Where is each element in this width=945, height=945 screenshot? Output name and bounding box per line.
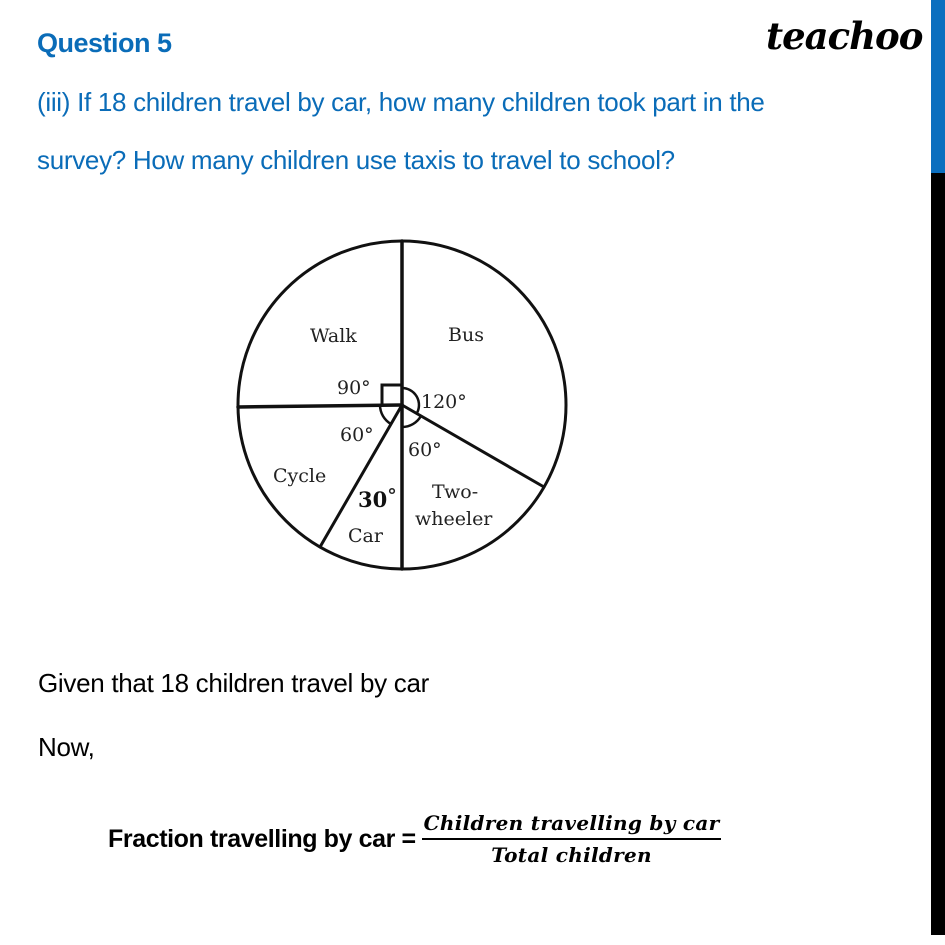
side-accent-bar-blue (931, 0, 945, 173)
question-text-line-1: (iii) If 18 children travel by car, how many children took part in the (37, 87, 765, 117)
arc-cycle (380, 405, 391, 424)
pie-chart-svg (230, 232, 575, 577)
label-walk: Walk (310, 325, 357, 347)
fraction-formula (108, 808, 721, 870)
arc-two-wheeler (402, 416, 421, 427)
label-bus: Bus (448, 324, 484, 346)
fraction-numerator: Children travelling by car (423, 811, 720, 835)
divider-walk-cycle (238, 405, 402, 407)
given-statement: Given that 18 children travel by car (38, 668, 429, 698)
teachoo-logo: teachoo (766, 14, 923, 58)
now-label: Now, (38, 732, 95, 762)
pie-chart (230, 232, 575, 577)
fraction-denominator: Total children (491, 843, 652, 867)
angle-walk: 90° (337, 377, 371, 399)
label-two-wheeler-line2: wheeler (415, 508, 493, 530)
question-title: Question 5 (37, 28, 172, 58)
fraction (422, 811, 722, 867)
angle-two-wheeler: 60° (408, 439, 442, 461)
angle-cycle: 60° (340, 424, 374, 446)
side-accent-bar-black (931, 173, 945, 935)
label-car: Car (348, 525, 383, 547)
label-two-wheeler-line1: Two- (432, 481, 479, 503)
label-cycle: Cycle (273, 465, 327, 487)
formula-label: Fraction travelling by car = (108, 824, 416, 853)
angle-car: 30° (358, 485, 397, 512)
angle-bus: 120° (421, 391, 467, 413)
right-angle-marker (382, 385, 402, 405)
question-text-line-2: survey? How many children use taxis to travel to school? (37, 145, 675, 175)
